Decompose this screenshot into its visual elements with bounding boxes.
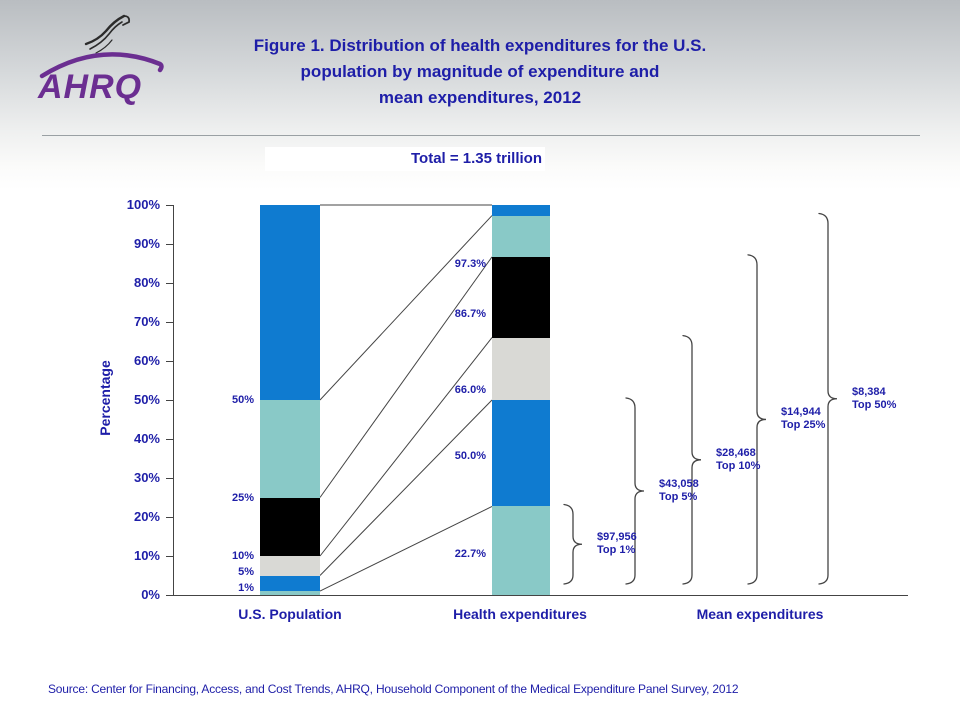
category-label-us-population: U.S. Population	[238, 606, 342, 622]
y-tick-label: 40%	[133, 431, 160, 446]
mean-expenditure-label	[659, 478, 699, 504]
bar-share-label: 22.7%	[454, 548, 486, 561]
bar-segment-black	[492, 257, 550, 338]
y-tick-label: 100%	[126, 197, 160, 212]
mean-group: Top 50%	[852, 398, 897, 411]
mean-expenditure-label	[597, 531, 637, 557]
bar-share-label: 5%	[238, 565, 254, 578]
category-label-health-expenditures: Health expenditures	[453, 606, 587, 622]
bar-segment-teal	[492, 506, 550, 595]
bar-segment-gray	[492, 338, 550, 400]
bar-share-label: 86.7%	[454, 307, 486, 320]
mean-expenditure-label	[781, 406, 825, 432]
bar-segment-teal	[260, 591, 320, 595]
total-label: Total = 1.35 trillion	[265, 147, 545, 171]
y-tick-label: 0%	[141, 587, 160, 602]
y-axis-title: Percentage	[97, 360, 113, 436]
bar-segment-teal	[492, 216, 550, 257]
figure-title-line1: Figure 1. Distribution of health expenditures for the U.S.	[253, 36, 707, 55]
mean-group: Top 25%	[781, 419, 826, 432]
source-note: Source: Center for Financing, Access, and Cost Trends, AHRQ, Household Component of the Medical Expenditure Panel Survey, 2012	[48, 682, 739, 696]
y-tick-label: 70%	[133, 314, 160, 329]
y-tick-label: 60%	[133, 353, 160, 368]
mean-amount: $43,058	[659, 478, 699, 490]
y-tick-label: 30%	[133, 470, 160, 485]
mean-group: Top 10%	[716, 459, 761, 472]
y-tick-label: 50%	[133, 392, 160, 407]
bar-share-label: 50.0%	[454, 450, 486, 463]
y-tick-label: 80%	[133, 275, 160, 290]
mean-group: Top 1%	[597, 544, 636, 557]
mean-amount: $14,944	[781, 406, 821, 419]
bar-segment-blue	[260, 576, 320, 592]
mean-expenditure-label	[852, 386, 896, 412]
mean-amount: $8,384	[852, 385, 886, 398]
mean-amount: $28,468	[716, 446, 756, 459]
mean-group: Top 5%	[659, 491, 698, 503]
category-label-mean-expenditures: Mean expenditures	[696, 606, 824, 622]
bar-segment-gray	[260, 556, 320, 576]
logo-brand-text: AHRQ	[38, 68, 143, 106]
figure-title-line2: population by magnitude of expenditure and	[300, 62, 660, 81]
bar-share-label: 25%	[231, 491, 254, 504]
mean-expenditure-label	[716, 447, 760, 473]
bar-share-label: 10%	[231, 550, 254, 563]
y-tick-label: 90%	[133, 236, 160, 251]
bar-share-label: 50%	[231, 394, 254, 406]
mean-amount: $97,956	[597, 531, 637, 544]
y-tick-label: 10%	[133, 548, 160, 563]
bar-share-label: 1%	[238, 582, 254, 595]
bar-segment-blue	[492, 400, 550, 506]
bar-segment-blue	[492, 205, 550, 216]
bar-segment-teal	[260, 400, 320, 498]
bar-segment-blue	[260, 205, 320, 400]
bar-segment-black	[260, 498, 320, 557]
bar-share-label: 66.0%	[454, 383, 486, 396]
bar-share-label: 97.3%	[454, 257, 486, 270]
y-tick-label: 20%	[133, 509, 160, 524]
figure-title-line3: mean expenditures, 2012	[378, 88, 582, 107]
